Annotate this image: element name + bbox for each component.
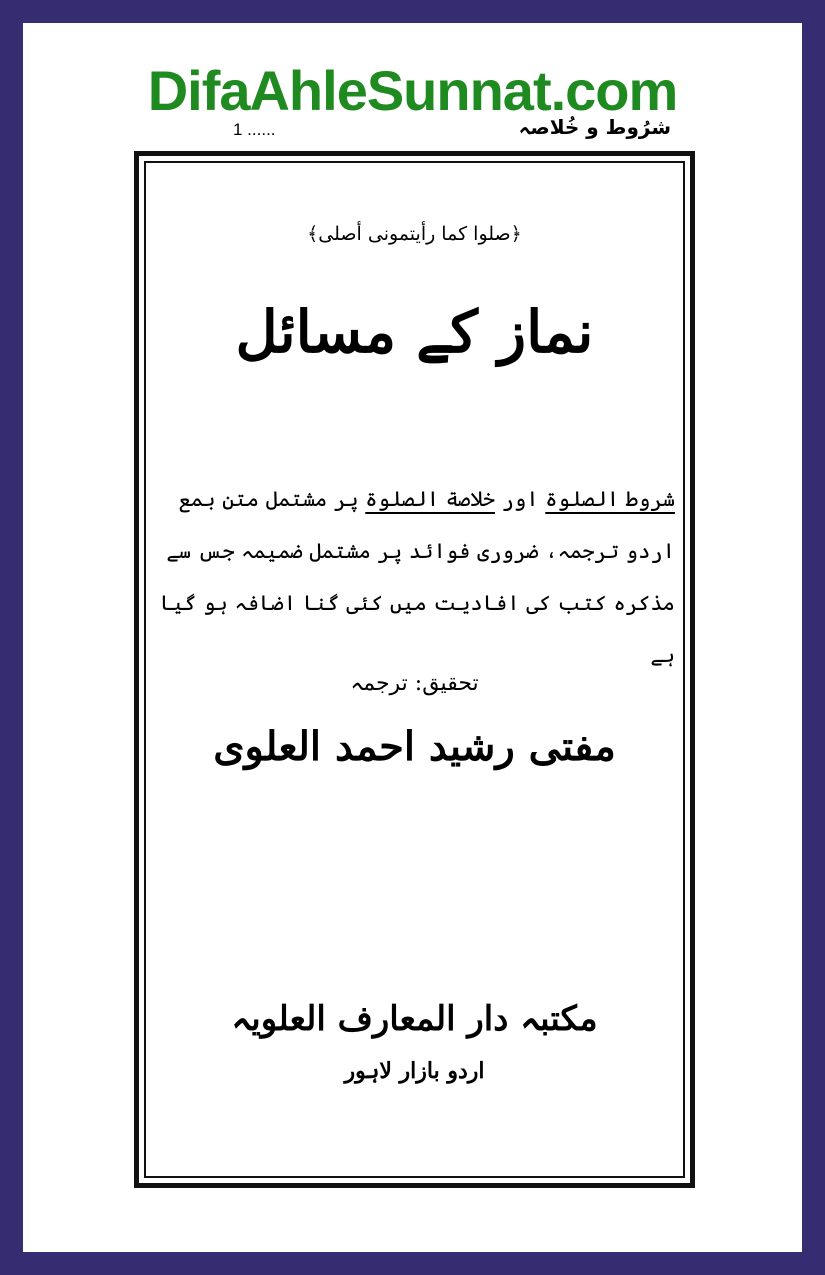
document-page bbox=[23, 23, 802, 1252]
page-number: 1 ...... bbox=[233, 120, 276, 139]
book-description bbox=[154, 473, 675, 681]
cover-inner-frame bbox=[144, 161, 685, 1178]
running-title: شرُوط و خُلاصہ bbox=[518, 115, 671, 139]
description-rest: پر مشتمل متن بمع اردو ترجمہ، ضروری فوائد پر مشتمل ضمیمہ جس سے مذکرہ کتب کی افادیت میں کئی گنا اضافہ ہو گیا ہے bbox=[159, 487, 675, 667]
description-part1: شروط الصلوة bbox=[545, 487, 675, 511]
book-title: نماز کے مسائل bbox=[235, 298, 594, 366]
publisher-address: اردو بازار لاہور bbox=[344, 1058, 485, 1084]
cover-frame bbox=[134, 151, 695, 1188]
description-part2: خلاصة الصلوة bbox=[365, 487, 495, 511]
publisher-name: مکتبہ دار المعارف العلویہ bbox=[231, 999, 598, 1039]
tahqiq-label: تحقیق: ترجمہ bbox=[350, 671, 479, 696]
site-name: DifaAhleSunnat.com bbox=[147, 59, 678, 122]
description-and: اور bbox=[495, 487, 546, 511]
motto: ﴿صلوا كما رأيتمونی أصلی﴾ bbox=[307, 223, 522, 245]
author-name: مفتی رشید احمد العلوی bbox=[213, 723, 616, 770]
